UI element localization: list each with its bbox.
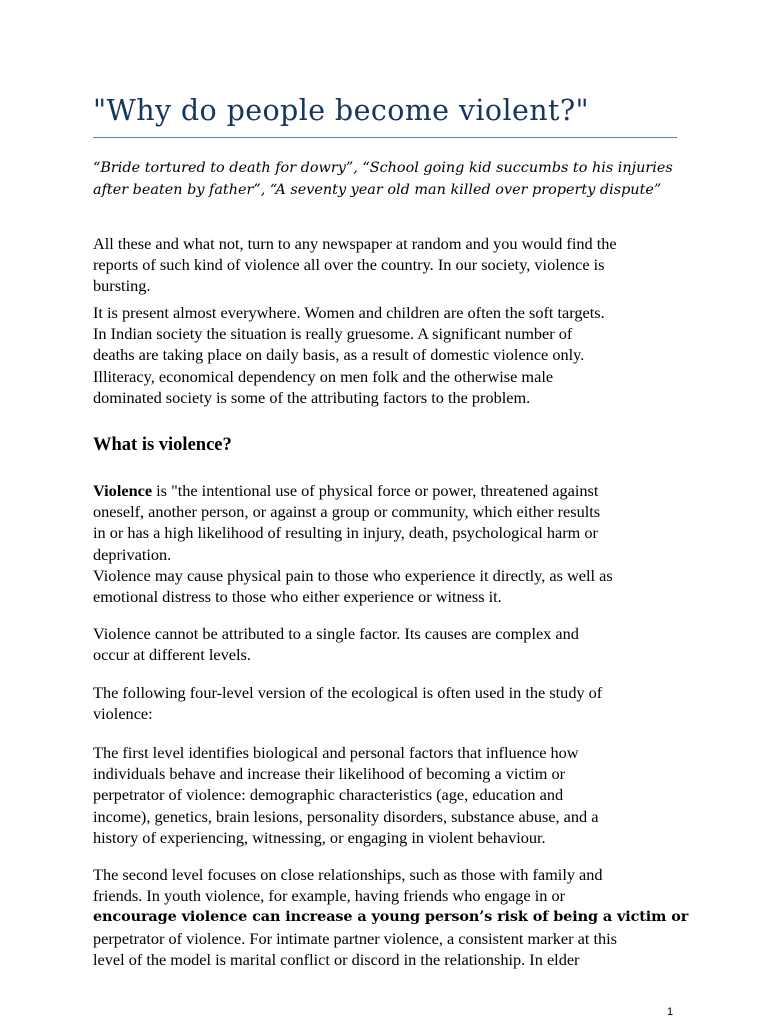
text-line: individuals behave and increase their likelihood of becoming a victim or (93, 764, 566, 784)
text-line: perpetrator of violence: demographic characteristics (age, education and (93, 785, 564, 805)
text-line: perpetrator of violence. For intimate partner violence, a consistent marker at this (93, 928, 617, 948)
text-line: Violence cannot be attributed to a single factor. Its causes are complex and (93, 624, 579, 643)
text-line: occur at different levels. (93, 645, 251, 665)
intro-paragraph-2 (93, 302, 693, 408)
quote-line: after beaten by father”, “A seventy year old man killed over property dispute” (93, 182, 662, 198)
title-underline (93, 137, 677, 138)
text-line: oneself, another person, or against a group or community, which either results (93, 502, 601, 522)
text-line: dominated society is some of the attributing factors to the problem. (93, 387, 531, 407)
first-level-paragraph (93, 742, 693, 848)
quote-line: “Bride tortured to death for dowry”, “School going kid succumbs to his injuries (93, 160, 673, 176)
section-heading: What is violence? (93, 435, 232, 455)
text-line: in or has a high likelihood of resulting in injury, death, psychological harm or (93, 523, 598, 543)
text-line: level of the model is marital conflict or discord in the relationship. In elder (93, 949, 580, 969)
model-paragraph (93, 682, 693, 724)
definition-paragraph (93, 480, 693, 607)
text-line: It is present almost everywhere. Women and children are often the soft targets. (93, 303, 605, 322)
text-line-bold: encourage violence can increase a young person’s risk of being a victim or (93, 908, 689, 926)
text-line: All these and what not, turn to any newspaper at random and you would find the (93, 234, 617, 253)
text-line: deaths are taking place on daily basis, as a result of domestic violence only. (93, 345, 585, 365)
text-line: friends. In youth violence, for example, having friends who engage in or (93, 886, 566, 906)
text-line: The second level focuses on close relationships, such as those with family and (93, 865, 603, 884)
text-line: The first level identifies biological and personal factors that influence how (93, 743, 579, 762)
page-title: "Why do people become violent?" (93, 94, 590, 127)
text-line: The following four-level version of the ecological is often used in the study of (93, 683, 603, 702)
text-line (93, 480, 693, 501)
text-line: deprivation. (93, 544, 172, 564)
text-line: bursting. (93, 276, 151, 296)
text-line: Illiteracy, economical dependency on men folk and the otherwise male (93, 366, 554, 386)
headline-quotes (93, 157, 693, 201)
text-line: Violence may cause physical pain to those who experience it directly, as well as (93, 565, 613, 585)
definition-term: Violence (93, 481, 153, 500)
text-line: In Indian society the situation is really gruesome. A significant number of (93, 324, 573, 344)
text-line: income), genetics, brain lesions, personality disorders, substance abuse, and a (93, 806, 599, 826)
intro-paragraph-1 (93, 233, 693, 297)
second-level-paragraph (93, 864, 693, 970)
text-line: emotional distress to those who either experience or witness it. (93, 587, 502, 607)
text-line: violence: (93, 704, 153, 724)
text-line: reports of such kind of violence all over the country. In our society, violence is (93, 255, 605, 275)
page-number: 1 (667, 1006, 674, 1018)
text-line: history of experiencing, witnessing, or engaging in violent behaviour. (93, 827, 546, 847)
definition-text: is "the intentional use of physical force or power, threatened against (152, 481, 599, 500)
causes-paragraph (93, 623, 693, 665)
